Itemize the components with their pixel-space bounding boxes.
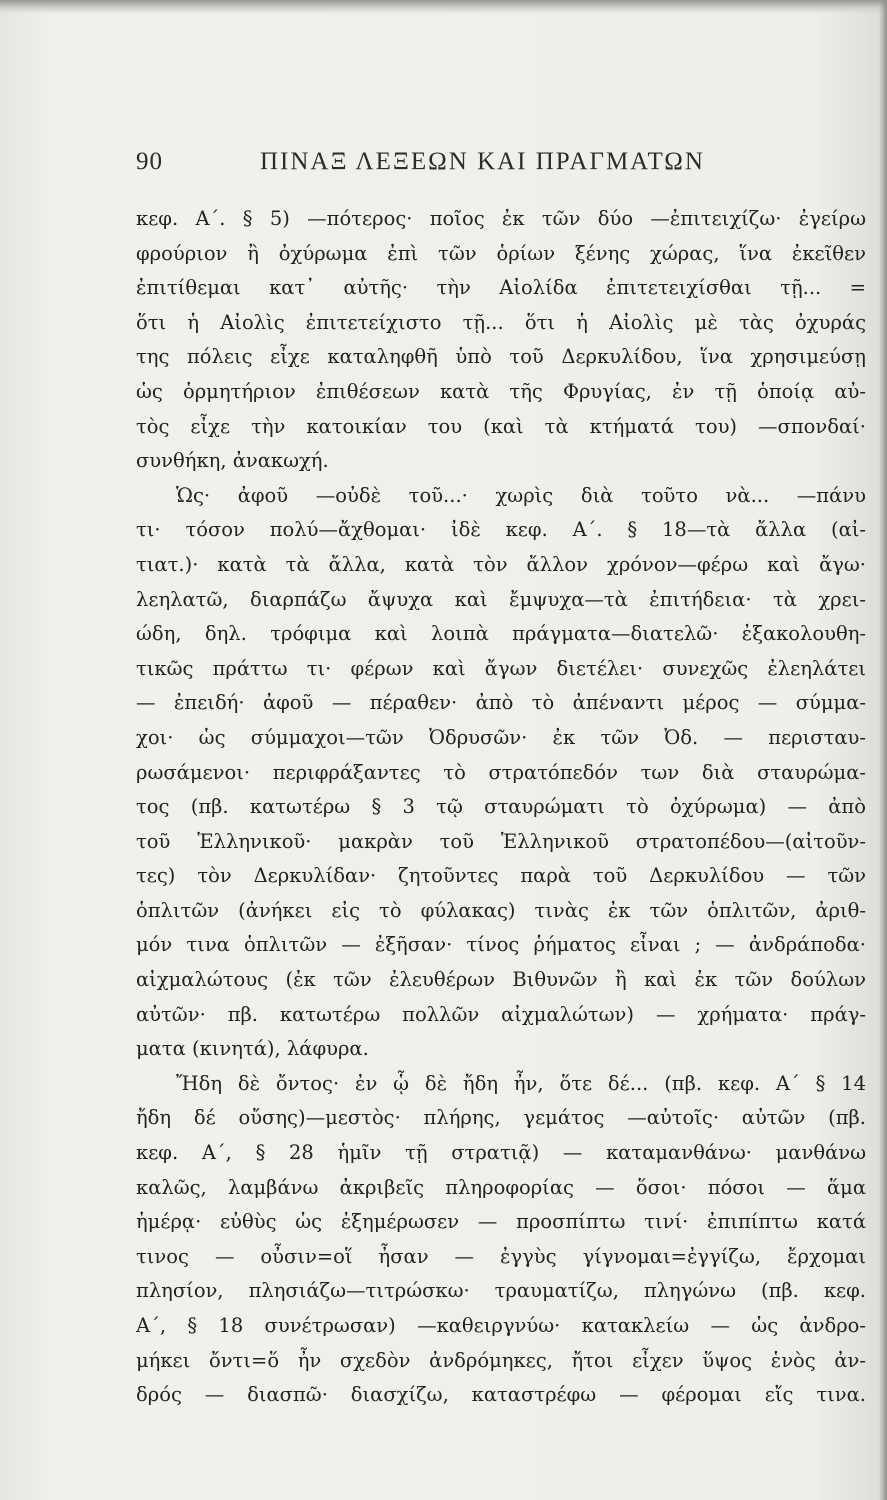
text-line: τι· τόσον πολύ—ἄχθομαι· ἰδὲ κεφ. Α΄. § 18—τὰ ἄλλα (αἰ- <box>136 518 866 542</box>
text-line: ὁπλιτῶν (ἀνήκει εἰς τὸ φύλακας) τινὰς ἐκ τῶν ὁπλιτῶν, ἀριθ- <box>136 898 866 922</box>
glossary-text <box>136 202 866 1413</box>
text-line: τικῶς πράττω τι· φέρων καὶ ἄγων διετέλει· συνεχῶς ἐλεηλάτει <box>136 656 866 680</box>
text-line: τοῦ Ἑλληνικοῦ· μακρὰν τοῦ Ἑλληνικοῦ στρατοπέδου—(αἰτοῦν- <box>136 829 866 853</box>
text-line: — ἐπειδή· ἀφοῦ — πέραθεν· ἀπὸ τὸ ἀπέναντι μέρος — σύμμα- <box>136 691 866 715</box>
text-line: Α΄, § 18 συνέτρωσαν) —καθειργνύω· κατακλείω — ὡς ἀνδρο- <box>136 1314 866 1337</box>
page-header <box>136 148 866 182</box>
text-line: τος (πβ. κατωτέρω § 3 τῷ σταυρώματι τὸ ὀχύρωμα) — ἀπὸ <box>136 795 866 819</box>
text-line: φρούριον ἢ ὀχύρωμα ἐπὶ τῶν ὁρίων ξένης χώρας, ἵνα ἐκεῖθεν <box>136 241 866 265</box>
text-line: τιατ.)· κατὰ τὰ ἄλλα, κατὰ τὸν ἄλλον χρόνον—φέρω καὶ ἄγω· <box>136 552 866 576</box>
text-line: ὅτι ἡ Αἰολὶς ἐπιτετείχιστο τῇ... ὅτι ἡ Αἰολὶς μὲ τὰς ὀχυράς <box>136 310 866 334</box>
text-line: ρωσάμενοι· περιφράξαντες τὸ στρατόπεδόν των διὰ σταυρώμα- <box>136 760 866 784</box>
running-head: ΠΙΝΑΞ ΛΕΞΕΩΝ ΚΑΙ ΠΡΑΓΜΑΤΩΝ <box>260 148 705 175</box>
text-line: λεηλατῶ, διαρπάζω ἄψυχα καὶ ἔμψυχα—τὰ ἐπιτήδεια· τὰ χρει- <box>136 587 866 611</box>
text-line: αἰχμαλώτους (ἐκ τῶν ἐλευθέρων Βιθυνῶν ἢ καὶ ἐκ τῶν δούλων <box>136 968 866 992</box>
text-line: ὡς ὁρμητήριον ἐπιθέσεων κατὰ τῆς Φρυγίας, ἐν τῇ ὁποίᾳ αὐ- <box>136 379 866 403</box>
text-line: συνθήκη, ἀνακωχή. <box>136 449 329 473</box>
text-line: μόν τινα ὁπλιτῶν — ἐξῆσαν· τίνος ῥήματος εἶναι ; — ἀνδράποδα· <box>136 933 866 957</box>
text-line: της πόλεις εἶχε καταληφθῆ ὑπὸ τοῦ Δερκυλίδου, ἵνα χρησιμεύσῃ <box>136 345 866 369</box>
text-line: ἡμέρᾳ· εὐθὺς ὡς ἐξημέρωσεν — προσπίπτω τινί· ἐπιπίπτω κατά <box>136 1210 866 1234</box>
text-line: κεφ. Α΄, § 28 ἡμῖν τῇ στρατιᾷ) — καταμανθάνω· μανθάνω <box>136 1141 866 1165</box>
text-line: ἤδη δέ οὔσης)—μεστὸς· πλήρης, γεμάτος —αὐτοῖς· αὐτῶν (πβ. <box>136 1106 866 1130</box>
text-line: τες) τὸν Δερκυλίδαν· ζητοῦντες παρὰ τοῦ Δερκυλίδου — τῶν <box>136 864 866 888</box>
text-line: δρός — διασπῶ· διασχίζω, καταστρέφω — φέρομαι εἴς τινα. <box>136 1383 866 1407</box>
text-line: τὸς εἶχε τὴν κατοικίαν του (καὶ τὰ κτήματά του) —σπονδαί· <box>136 414 866 438</box>
text-line: ώδη, δηλ. τρόφιμα καὶ λοιπὰ πράγματα—διατελῶ· ἐξακολουθη- <box>136 622 866 646</box>
text-line: ματα (κινητά), λάφυρα. <box>136 1037 369 1061</box>
page-number: 90 <box>136 148 163 175</box>
text-line: καλῶς, λαμβάνω ἀκριβεῖς πληροφορίας — ὅσοι· πόσοι — ἅμα <box>136 1175 866 1199</box>
text-line: Ὡς· ἀφοῦ —οὐδὲ τοῦ...· χωρὶς διὰ τοῦτο νὰ... —πάνυ <box>176 483 866 507</box>
text-line: κεφ. Α΄. § 5) —πότερος· ποῖος ἐκ τῶν δύο —ἐπιτειχίζω· ἐγείρω <box>136 207 866 230</box>
page-right-edge <box>879 0 887 1500</box>
text-line: πλησίον, πλησιάζω—τιτρώσκω· τραυματίζω, πληγώνω (πβ. κεφ. <box>136 1279 866 1303</box>
text-line: ἐπιτίθεμαι κατ᾽ αὐτῆς· τὴν Αἰολίδα ἐπιτετειχίσθαι τῇ... = <box>136 276 866 300</box>
text-line: Ἤδη δὲ ὄντος· ἐν ᾧ δὲ ἤδη ἦν, ὅτε δέ... (πβ. κεφ. Α΄ § 14 <box>176 1071 866 1095</box>
text-line: αὐτῶν· πβ. κατωτέρω πολλῶν αἰχμαλώτων) — χρήματα· πράγ- <box>136 1002 866 1026</box>
text-line: χοι· ὡς σύμμαχοι—τῶν Ὀδρυσῶν· ἐκ τῶν Ὀδ. — περισταυ- <box>136 725 866 749</box>
text-line: τινος — οὖσιν=οἵ ἦσαν — ἐγγὺς γίγνομαι=ἐγγίζω, ἔρχομαι <box>136 1244 866 1268</box>
text-line: μήκει ὄντι=ὅ ἦν σχεδὸν ἀνδρόμηκες, ἤτοι εἶχεν ὕψος ἑνὸς ἀν- <box>136 1348 866 1372</box>
page-top-edge <box>0 0 887 14</box>
